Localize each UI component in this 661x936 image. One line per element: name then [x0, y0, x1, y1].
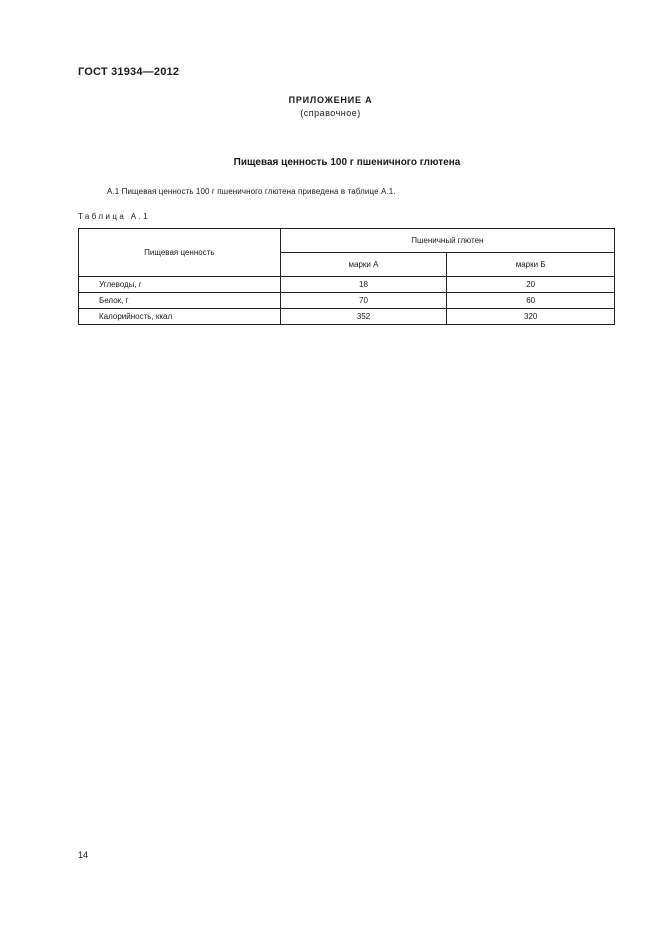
table-header-row: [79, 229, 615, 253]
row-value-b: 20: [447, 277, 615, 293]
body-paragraph: А.1 Пищевая ценность 100 г пшеничного глютена приведена в таблице А.1.: [107, 187, 396, 196]
header-grade-a: марки А: [280, 253, 447, 277]
page-number: 14: [78, 850, 89, 860]
row-value-b: 60: [447, 293, 615, 309]
header-nutrition-value: Пищевая ценность: [79, 229, 281, 277]
table-row: [79, 277, 615, 293]
row-value-a: 70: [280, 293, 447, 309]
header-wheat-gluten: Пшеничный глютен: [280, 229, 614, 253]
row-label: Белок, г: [79, 293, 281, 309]
appendix-title: ПРИЛОЖЕНИЕ А: [288, 95, 373, 105]
section-title: Пищевая ценность 100 г пшеничного глютена: [233, 157, 461, 168]
row-value-b: 320: [447, 309, 615, 325]
table-row: [79, 293, 615, 309]
row-label: Калорийность, ккал: [79, 309, 281, 325]
table-caption: Таблица А.1: [78, 212, 150, 221]
row-value-a: 352: [280, 309, 447, 325]
row-label: Углеводы, г: [79, 277, 281, 293]
header-grade-b: марки Б: [447, 253, 615, 277]
appendix-subtitle: (справочное): [300, 108, 361, 118]
nutrition-table: [78, 228, 615, 325]
table-row: [79, 309, 615, 325]
row-value-a: 18: [280, 277, 447, 293]
document-header: ГОСТ 31934—2012: [78, 66, 180, 78]
